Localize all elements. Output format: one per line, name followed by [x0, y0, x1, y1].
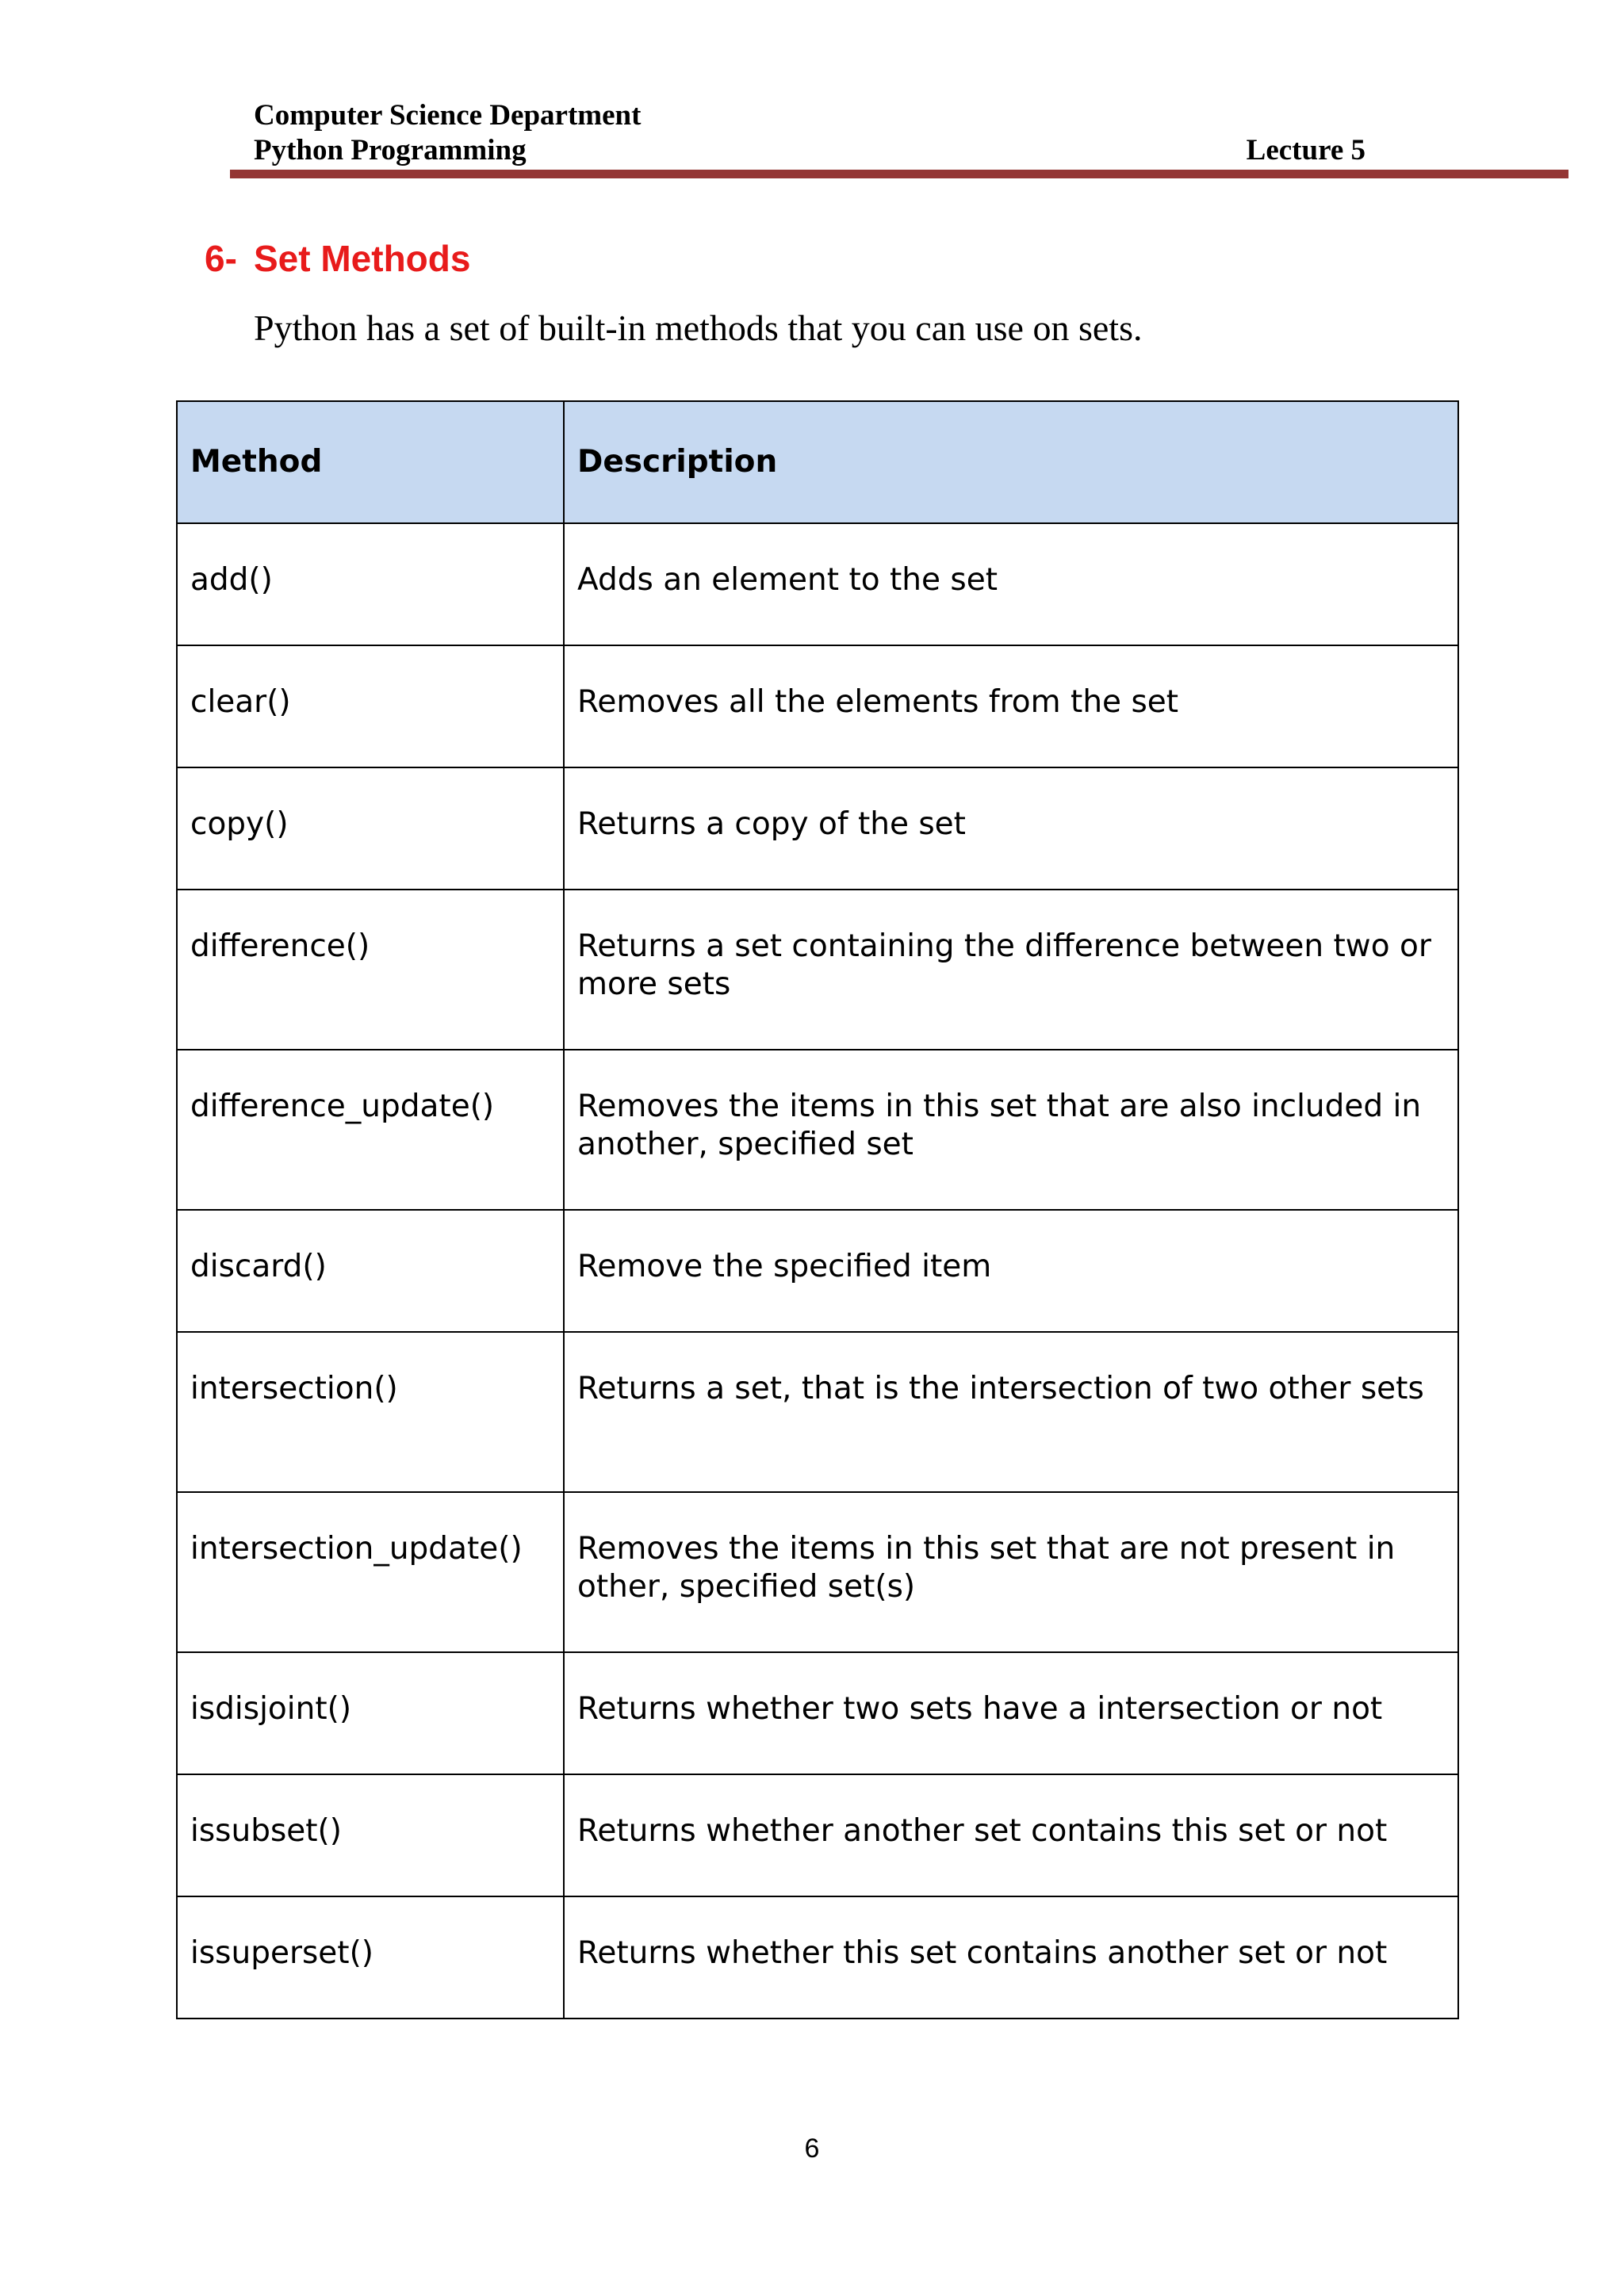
- table-row: [177, 1896, 1458, 2019]
- table-row: [177, 1050, 1458, 1210]
- method-description-cell: Returns a copy of the set: [564, 767, 1458, 890]
- method-description-cell: Returns a set containing the difference between two or more sets: [564, 890, 1458, 1050]
- header-row-department: [254, 98, 1365, 133]
- method-name-cell: difference(): [177, 890, 564, 1050]
- table-row: [177, 767, 1458, 890]
- table-row: [177, 645, 1458, 767]
- section-number: 6-: [205, 238, 237, 279]
- method-name-cell: difference_update(): [177, 1050, 564, 1210]
- method-description-cell: Remove the specified item: [564, 1210, 1458, 1332]
- method-description-cell: Returns whether another set contains this set or not: [564, 1774, 1458, 1896]
- table-row: [177, 1210, 1458, 1332]
- column-header-method: Method: [177, 401, 564, 523]
- method-description-cell: Removes the items in this set that are not present in other, specified set(s): [564, 1492, 1458, 1652]
- method-name-cell: intersection_update(): [177, 1492, 564, 1652]
- method-description-cell: Returns a set, that is the intersection of two other sets: [564, 1332, 1458, 1492]
- method-description-cell: Removes the items in this set that are also included in another, specified set: [564, 1050, 1458, 1210]
- department-name: Computer Science Department: [254, 99, 642, 132]
- table-row: [177, 1652, 1458, 1774]
- method-name-cell: intersection(): [177, 1332, 564, 1492]
- table-row: [177, 890, 1458, 1050]
- set-methods-table: [176, 400, 1459, 2019]
- table-header-row: [177, 401, 1458, 523]
- table-row: [177, 1774, 1458, 1896]
- method-name-cell: issubset(): [177, 1774, 564, 1896]
- method-name-cell: clear(): [177, 645, 564, 767]
- method-description-cell: Returns whether two sets have a intersection or not: [564, 1652, 1458, 1774]
- page-header: [254, 98, 1365, 168]
- method-name-cell: isdisjoint(): [177, 1652, 564, 1774]
- method-name-cell: add(): [177, 523, 564, 645]
- lecture-label: Lecture 5: [1246, 134, 1365, 166]
- table-body: [177, 523, 1458, 2019]
- table-row: [177, 523, 1458, 645]
- intro-paragraph: Python has a set of built-in methods that you can use on sets.: [254, 308, 1143, 348]
- method-name-cell: discard(): [177, 1210, 564, 1332]
- page-number: 6: [804, 2133, 820, 2164]
- method-description-cell: Removes all the elements from the set: [564, 645, 1458, 767]
- column-header-description: Description: [564, 401, 1458, 523]
- section-heading: [205, 235, 470, 282]
- header-row-course: [254, 133, 1365, 168]
- table-row: [177, 1492, 1458, 1652]
- header-rule: [230, 170, 1568, 178]
- method-name-cell: issuperset(): [177, 1896, 564, 2019]
- method-description-cell: Adds an element to the set: [564, 523, 1458, 645]
- method-description-cell: Returns whether this set contains another set or not: [564, 1896, 1458, 2019]
- course-name: Python Programming: [254, 134, 527, 166]
- method-name-cell: copy(): [177, 767, 564, 890]
- table-row: [177, 1332, 1458, 1492]
- section-title: Set Methods: [254, 238, 471, 279]
